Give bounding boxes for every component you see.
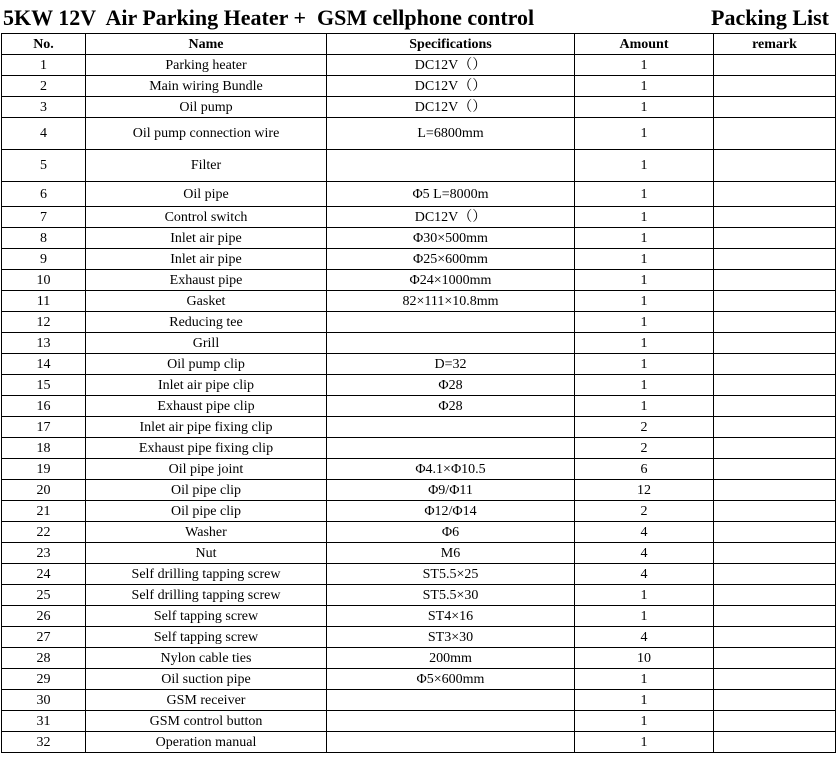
cell-amount: 1 [575, 228, 714, 249]
cell-specifications: M6 [327, 543, 575, 564]
cell-no: 8 [2, 228, 86, 249]
cell-no: 27 [2, 627, 86, 648]
cell-name: Parking heater [86, 55, 327, 76]
cell-specifications [327, 333, 575, 354]
cell-name: Inlet air pipe [86, 228, 327, 249]
cell-amount: 1 [575, 333, 714, 354]
cell-specifications: Φ24×1000mm [327, 270, 575, 291]
table-row [2, 333, 836, 354]
cell-name: Main wiring Bundle [86, 76, 327, 97]
cell-specifications: DC12V（） [327, 97, 575, 118]
cell-remark [714, 228, 836, 249]
cell-name: GSM control button [86, 711, 327, 732]
cell-no: 20 [2, 480, 86, 501]
cell-no: 9 [2, 249, 86, 270]
cell-name: Oil pipe joint [86, 459, 327, 480]
cell-name: Grill [86, 333, 327, 354]
cell-name: Oil pipe [86, 182, 327, 207]
cell-no: 31 [2, 711, 86, 732]
cell-no: 7 [2, 207, 86, 228]
table-row [2, 228, 836, 249]
table-row [2, 543, 836, 564]
cell-no: 29 [2, 669, 86, 690]
cell-name: Oil pipe clip [86, 480, 327, 501]
cell-amount: 1 [575, 76, 714, 97]
cell-remark [714, 627, 836, 648]
table-row [2, 182, 836, 207]
cell-no: 21 [2, 501, 86, 522]
cell-no: 14 [2, 354, 86, 375]
table-row [2, 354, 836, 375]
document-title: 5KW 12V Air Parking Heater + GSM cellphone control [3, 5, 535, 30]
cell-specifications: ST5.5×25 [327, 564, 575, 585]
table-row [2, 375, 836, 396]
table-row [2, 564, 836, 585]
table-row [2, 501, 836, 522]
cell-remark [714, 585, 836, 606]
packing-list-table [1, 33, 836, 753]
cell-remark [714, 522, 836, 543]
cell-remark [714, 76, 836, 97]
cell-name: Oil pump [86, 97, 327, 118]
table-row [2, 76, 836, 97]
cell-specifications: L=6800mm [327, 118, 575, 150]
cell-no: 15 [2, 375, 86, 396]
cell-remark [714, 270, 836, 291]
cell-amount: 1 [575, 669, 714, 690]
cell-no: 19 [2, 459, 86, 480]
cell-name: GSM receiver [86, 690, 327, 711]
cell-remark [714, 182, 836, 207]
cell-amount: 4 [575, 627, 714, 648]
cell-amount: 1 [575, 270, 714, 291]
cell-remark [714, 333, 836, 354]
cell-specifications: 82×111×10.8mm [327, 291, 575, 312]
cell-amount: 2 [575, 501, 714, 522]
cell-name: Inlet air pipe [86, 249, 327, 270]
cell-no: 30 [2, 690, 86, 711]
table-row [2, 438, 836, 459]
cell-remark [714, 118, 836, 150]
cell-no: 28 [2, 648, 86, 669]
cell-specifications: DC12V（） [327, 76, 575, 97]
cell-no: 6 [2, 182, 86, 207]
table-row [2, 118, 836, 150]
cell-specifications: DC12V（） [327, 55, 575, 76]
cell-remark [714, 150, 836, 182]
cell-name: Exhaust pipe fixing clip [86, 438, 327, 459]
cell-amount: 1 [575, 690, 714, 711]
cell-remark [714, 564, 836, 585]
table-row [2, 207, 836, 228]
cell-no: 25 [2, 585, 86, 606]
cell-specifications: ST5.5×30 [327, 585, 575, 606]
cell-remark [714, 459, 836, 480]
cell-no: 18 [2, 438, 86, 459]
cell-name: Self tapping screw [86, 627, 327, 648]
column-header-remark: remark [714, 34, 836, 55]
table-row [2, 270, 836, 291]
cell-specifications: Φ28 [327, 375, 575, 396]
cell-specifications: Φ5×600mm [327, 669, 575, 690]
cell-specifications: Φ6 [327, 522, 575, 543]
table-row [2, 312, 836, 333]
cell-amount: 1 [575, 354, 714, 375]
table-row [2, 690, 836, 711]
table-body [2, 55, 836, 753]
cell-specifications [327, 438, 575, 459]
cell-amount: 1 [575, 375, 714, 396]
cell-amount: 1 [575, 606, 714, 627]
table-row [2, 480, 836, 501]
cell-specifications: ST3×30 [327, 627, 575, 648]
cell-no: 24 [2, 564, 86, 585]
cell-no: 12 [2, 312, 86, 333]
cell-amount: 1 [575, 249, 714, 270]
cell-no: 17 [2, 417, 86, 438]
cell-name: Exhaust pipe [86, 270, 327, 291]
cell-specifications [327, 732, 575, 753]
cell-amount: 1 [575, 97, 714, 118]
cell-remark [714, 97, 836, 118]
cell-specifications: 200mm [327, 648, 575, 669]
cell-amount: 1 [575, 118, 714, 150]
cell-amount: 1 [575, 312, 714, 333]
cell-specifications: D=32 [327, 354, 575, 375]
cell-remark [714, 690, 836, 711]
column-header-no: No. [2, 34, 86, 55]
cell-amount: 1 [575, 732, 714, 753]
cell-amount: 4 [575, 564, 714, 585]
cell-amount: 2 [575, 438, 714, 459]
cell-no: 4 [2, 118, 86, 150]
cell-name: Nylon cable ties [86, 648, 327, 669]
cell-amount: 4 [575, 543, 714, 564]
document-header [0, 0, 837, 33]
cell-no: 2 [2, 76, 86, 97]
cell-amount: 1 [575, 182, 714, 207]
cell-amount: 12 [575, 480, 714, 501]
cell-name: Filter [86, 150, 327, 182]
cell-no: 1 [2, 55, 86, 76]
cell-name: Oil pipe clip [86, 501, 327, 522]
cell-remark [714, 249, 836, 270]
cell-amount: 10 [575, 648, 714, 669]
cell-remark [714, 396, 836, 417]
cell-remark [714, 732, 836, 753]
cell-specifications: Φ28 [327, 396, 575, 417]
cell-specifications: Φ30×500mm [327, 228, 575, 249]
cell-no: 5 [2, 150, 86, 182]
cell-no: 16 [2, 396, 86, 417]
cell-name: Control switch [86, 207, 327, 228]
cell-specifications: Φ4.1×Φ10.5 [327, 459, 575, 480]
cell-name: Self drilling tapping screw [86, 585, 327, 606]
cell-specifications: ST4×16 [327, 606, 575, 627]
table-row [2, 522, 836, 543]
cell-remark [714, 417, 836, 438]
table-row [2, 585, 836, 606]
cell-no: 10 [2, 270, 86, 291]
cell-amount: 1 [575, 585, 714, 606]
cell-no: 23 [2, 543, 86, 564]
table-row [2, 291, 836, 312]
cell-specifications: Φ9/Φ11 [327, 480, 575, 501]
cell-specifications [327, 690, 575, 711]
table-row [2, 732, 836, 753]
cell-name: Self drilling tapping screw [86, 564, 327, 585]
cell-amount: 1 [575, 55, 714, 76]
table-row [2, 396, 836, 417]
cell-remark [714, 207, 836, 228]
cell-amount: 1 [575, 711, 714, 732]
table-row [2, 627, 836, 648]
cell-remark [714, 669, 836, 690]
cell-name: Nut [86, 543, 327, 564]
cell-remark [714, 354, 836, 375]
cell-amount: 1 [575, 207, 714, 228]
cell-specifications [327, 417, 575, 438]
cell-remark [714, 375, 836, 396]
table-row [2, 55, 836, 76]
cell-amount: 6 [575, 459, 714, 480]
cell-name: Inlet air pipe clip [86, 375, 327, 396]
table-row [2, 669, 836, 690]
cell-no: 11 [2, 291, 86, 312]
cell-remark [714, 438, 836, 459]
cell-name: Gasket [86, 291, 327, 312]
column-header-specifications: Specifications [327, 34, 575, 55]
table-row [2, 711, 836, 732]
column-header-name: Name [86, 34, 327, 55]
table-row [2, 97, 836, 118]
cell-no: 22 [2, 522, 86, 543]
table-header-row [2, 34, 836, 55]
cell-remark [714, 312, 836, 333]
cell-specifications [327, 711, 575, 732]
cell-remark [714, 501, 836, 522]
cell-amount: 1 [575, 150, 714, 182]
cell-specifications: DC12V（） [327, 207, 575, 228]
cell-no: 13 [2, 333, 86, 354]
cell-amount: 2 [575, 417, 714, 438]
table-row [2, 150, 836, 182]
table-row [2, 606, 836, 627]
cell-remark [714, 55, 836, 76]
cell-specifications [327, 312, 575, 333]
cell-remark [714, 648, 836, 669]
cell-specifications [327, 150, 575, 182]
cell-no: 3 [2, 97, 86, 118]
cell-name: Inlet air pipe fixing clip [86, 417, 327, 438]
cell-specifications: Φ5 L=8000m [327, 182, 575, 207]
cell-name: Exhaust pipe clip [86, 396, 327, 417]
cell-no: 32 [2, 732, 86, 753]
cell-name: Operation manual [86, 732, 327, 753]
cell-amount: 4 [575, 522, 714, 543]
cell-remark [714, 480, 836, 501]
cell-amount: 1 [575, 396, 714, 417]
cell-name: Self tapping screw [86, 606, 327, 627]
cell-remark [714, 711, 836, 732]
column-header-amount: Amount [575, 34, 714, 55]
cell-name: Oil suction pipe [86, 669, 327, 690]
cell-remark [714, 543, 836, 564]
cell-name: Washer [86, 522, 327, 543]
cell-name: Oil pump clip [86, 354, 327, 375]
table-row [2, 417, 836, 438]
cell-specifications: Φ12/Φ14 [327, 501, 575, 522]
table-row [2, 459, 836, 480]
cell-name: Reducing tee [86, 312, 327, 333]
cell-no: 26 [2, 606, 86, 627]
cell-specifications: Φ25×600mm [327, 249, 575, 270]
cell-remark [714, 291, 836, 312]
document-subtitle: Packing List [711, 5, 829, 30]
cell-name: Oil pump connection wire [86, 118, 327, 150]
table-row [2, 249, 836, 270]
table-row [2, 648, 836, 669]
cell-remark [714, 606, 836, 627]
cell-amount: 1 [575, 291, 714, 312]
